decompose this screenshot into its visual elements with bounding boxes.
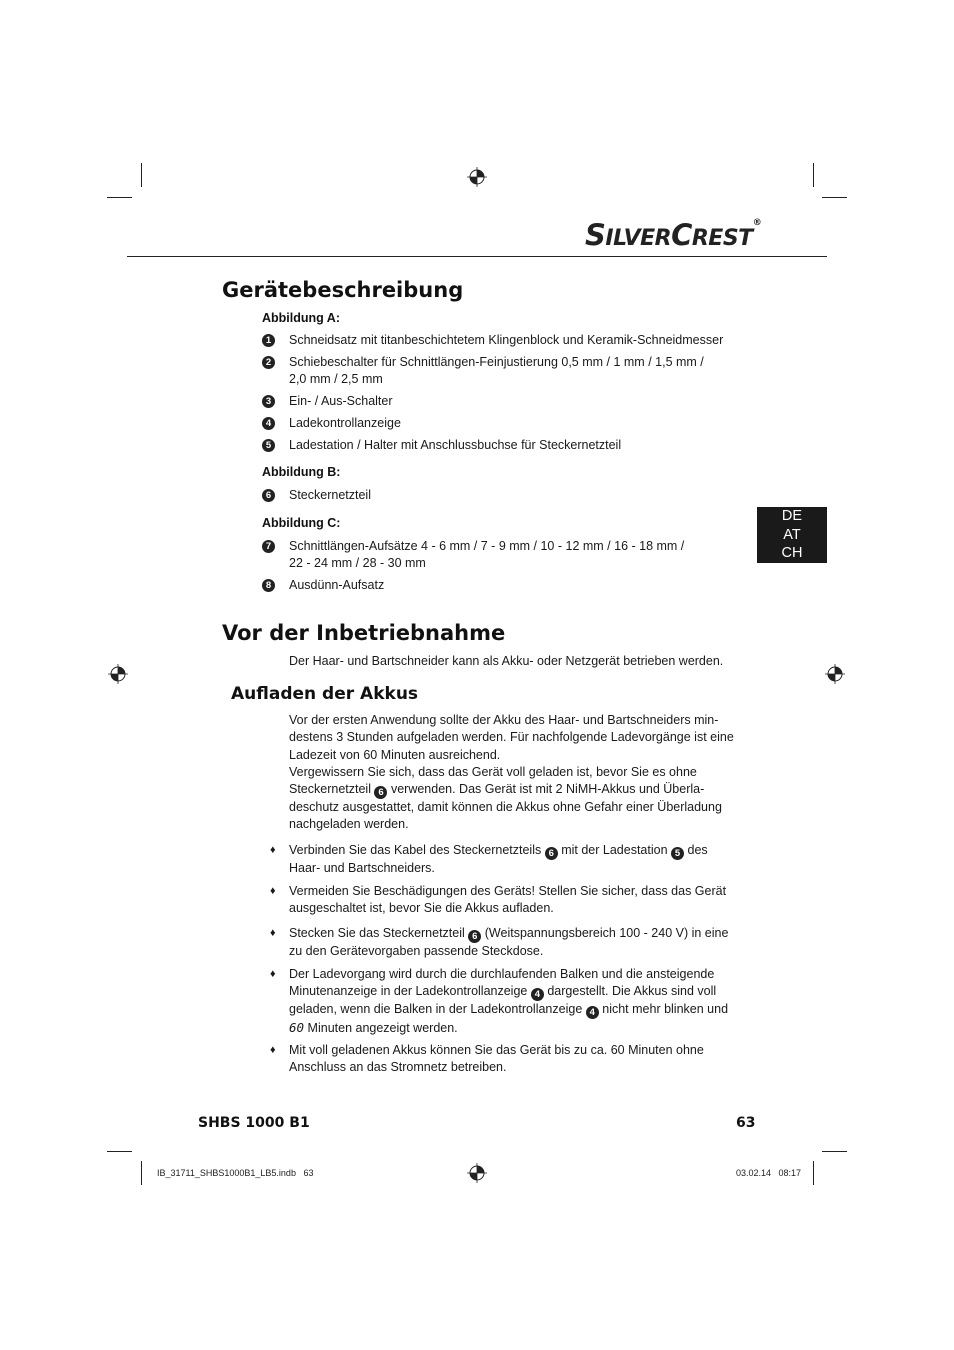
number-badge: 7 [262,540,275,553]
bullet-text: Verbinden Sie das Kabel des Steckernetzteils 6 mit der Ladestation 5 des Haar- und Bartschneiders. [289,843,708,875]
crop-mark [141,163,142,187]
slug-file: IB_31711_SHBS1000B1_LB5.indb 63 [157,1168,314,1178]
bullet-diamond-icon: ♦ [270,927,276,939]
bullet-text: Der Ladevorgang wird durch die durchlaufenden Balken und die ansteigende Minutenanzeige in der Ladekontrollanzeige 4 dargestellt. Die Akkus sind voll geladen, wenn die Balken in der Ladekontrollanzeige 4 nicht mehr blinken und 60 Minuten angezeigt werden. [289,967,729,1036]
list-item-text: Ladekontrollanzeige [289,416,401,430]
intro-text: Der Haar- und Bartschneider kann als Akku- oder Netzgerät betrieben werden. [289,654,724,668]
section-title-geraetebeschreibung: Gerätebeschreibung [222,278,464,302]
registration-mark-icon [108,664,128,684]
figure-b-label: Abbildung B: [262,465,341,479]
number-badge: 4 [531,988,544,1001]
footer-model: SHBS 1000 B1 [198,1115,310,1131]
number-badge: 3 [262,395,275,408]
list-item-text: Ladestation / Halter mit Anschlussbuchse für Steckernetzteil [289,438,622,452]
bullet-diamond-icon: ♦ [270,968,276,980]
segment-display-value: 60 [289,1020,305,1036]
bullet-diamond-icon: ♦ [270,844,276,856]
list-item-text: Ausdünn-Aufsatz [289,578,385,592]
header-rule [127,256,827,257]
crop-mark [822,197,847,198]
page-number: 63 [736,1115,756,1131]
section-title-inbetriebnahme: Vor der Inbetriebnahme [222,621,506,645]
number-badge: 4 [262,417,275,430]
number-badge: 5 [262,439,275,452]
number-badge: 4 [586,1006,599,1019]
number-badge: 1 [262,334,275,347]
registration-mark-icon [825,664,845,684]
bullet-diamond-icon: ♦ [270,885,276,897]
lang-de: DE [781,508,803,524]
list-item-text: Schneidsatz mit titanbeschichtetem Klingenblock und Keramik-Schneidmesser [289,333,724,347]
crop-mark [813,163,814,187]
crop-mark [813,1161,814,1185]
lang-ch: CH [781,545,803,561]
language-tab [757,507,827,563]
registration-mark-icon [467,167,487,187]
figure-a-label: Abbildung A: [262,311,340,325]
number-badge: 5 [671,847,684,860]
registration-mark-icon [467,1163,487,1183]
charging-paragraph: Vor der ersten Anwendung sollte der Akku des Haar- und Bartschneiders min- destens 3 Stunden aufgeladen werden. Für nachfolgende Ladevorgänge ist eine Ladezeit von 60 Minuten ausreichend. Vergewissern Sie sich, dass das Gerät voll geladen ist, bevor Sie es ohne Steckernetzteil 6 verwenden. Das Gerät ist mit 2 NiMH-Akkus und Überla- deschutz ausgestattet, damit können die Akkus ohne Gefahr einer Überladung nachgeladen werden. [289,713,734,832]
crop-mark [107,1151,132,1152]
number-badge: 6 [262,489,275,502]
bullet-text: Stecken Sie das Steckernetzteil 6 (Weitspannungsbereich 100 - 240 V) in eine zu den Gerätevorgaben passende Steckdose. [289,926,729,958]
crop-mark [141,1161,142,1185]
number-badge: 6 [468,930,481,943]
slug-date: 03.02.14 08:17 [736,1168,802,1178]
figure-c-label: Abbildung C: [262,516,341,530]
bullet-text: Mit voll geladenen Akkus können Sie das Gerät bis zu ca. 60 Minuten ohne Anschluss an das Stromnetz betreiben. [289,1043,704,1075]
list-item-text: Schnittlängen-Aufsätze 4 - 6 mm / 7 - 9 mm / 10 - 12 mm / 16 - 18 mm / 22 - 24 mm / 28 - 30 mm [289,539,685,570]
list-item-text: Ein- / Aus-Schalter [289,394,393,408]
bullet-diamond-icon: ♦ [270,1044,276,1056]
list-item-text: Schiebeschalter für Schnittlängen-Feinjustierung 0,5 mm / 1 mm / 1,5 mm / 2,0 mm / 2,5 mm [289,355,704,386]
number-badge: 2 [262,356,275,369]
crop-mark [822,1151,847,1152]
lang-at: AT [783,526,801,543]
subsection-title-aufladen: Aufladen der Akkus [231,684,419,704]
number-badge: 8 [262,579,275,592]
brand-logo: SILVERCREST® [585,218,762,252]
crop-mark [107,197,132,198]
bullet-text: Vermeiden Sie Beschädigungen des Geräts! Stellen Sie sicher, dass das Gerät ausgeschaltet ist, bevor Sie die Akkus aufladen. [289,884,727,916]
number-badge: 6 [374,786,387,799]
number-badge: 6 [545,847,558,860]
list-item-text: Steckernetzteil [289,488,371,502]
